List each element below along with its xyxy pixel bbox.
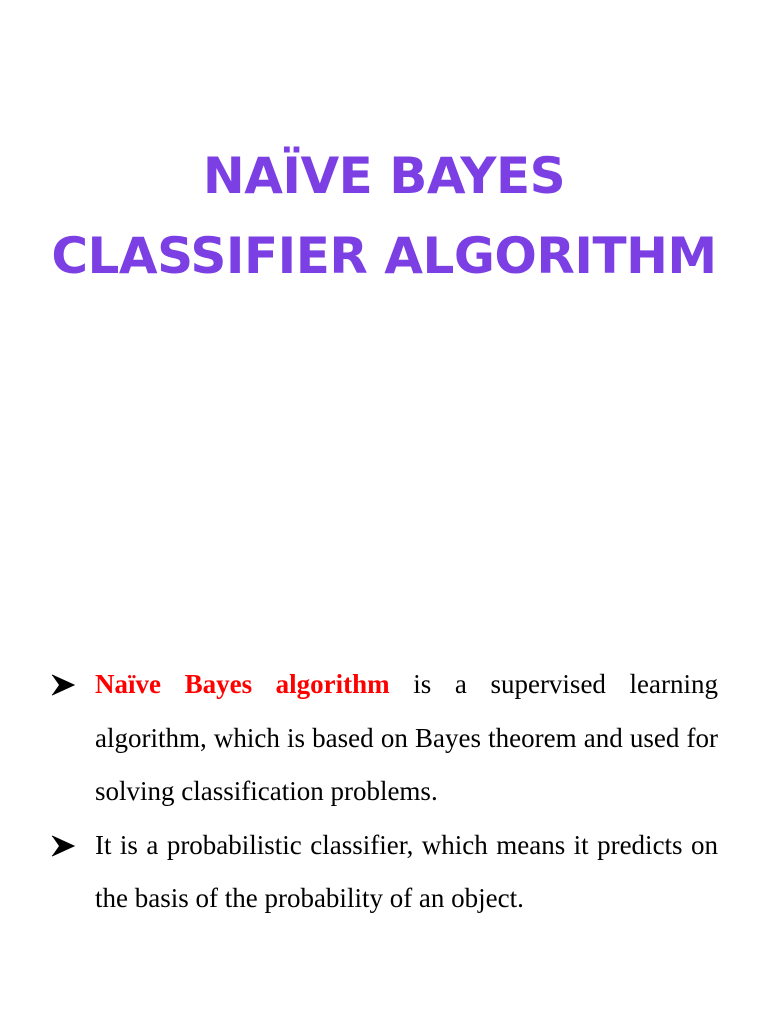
title-line-1: NAÏVE BAYES (202, 147, 566, 205)
bullet-list (50, 658, 718, 926)
arrow-bullet-icon (50, 833, 76, 859)
slide-title (0, 136, 768, 296)
title-line-2: CLASSIFIER ALGORITHM (51, 227, 717, 285)
bullet-2-text: It is a probabilistic classifier, which means it predicts on the basis of the probability of an object. (95, 829, 718, 913)
bullet-item-2 (50, 819, 718, 926)
bullet-1-text: is a supervised learning algorithm, which is based on Bayes theorem and used for solving classification problems. (95, 669, 718, 806)
arrow-bullet-icon (50, 672, 76, 698)
bullet-1-highlight: Naïve Bayes algorithm (95, 669, 390, 699)
bullet-item-1 (50, 658, 718, 819)
